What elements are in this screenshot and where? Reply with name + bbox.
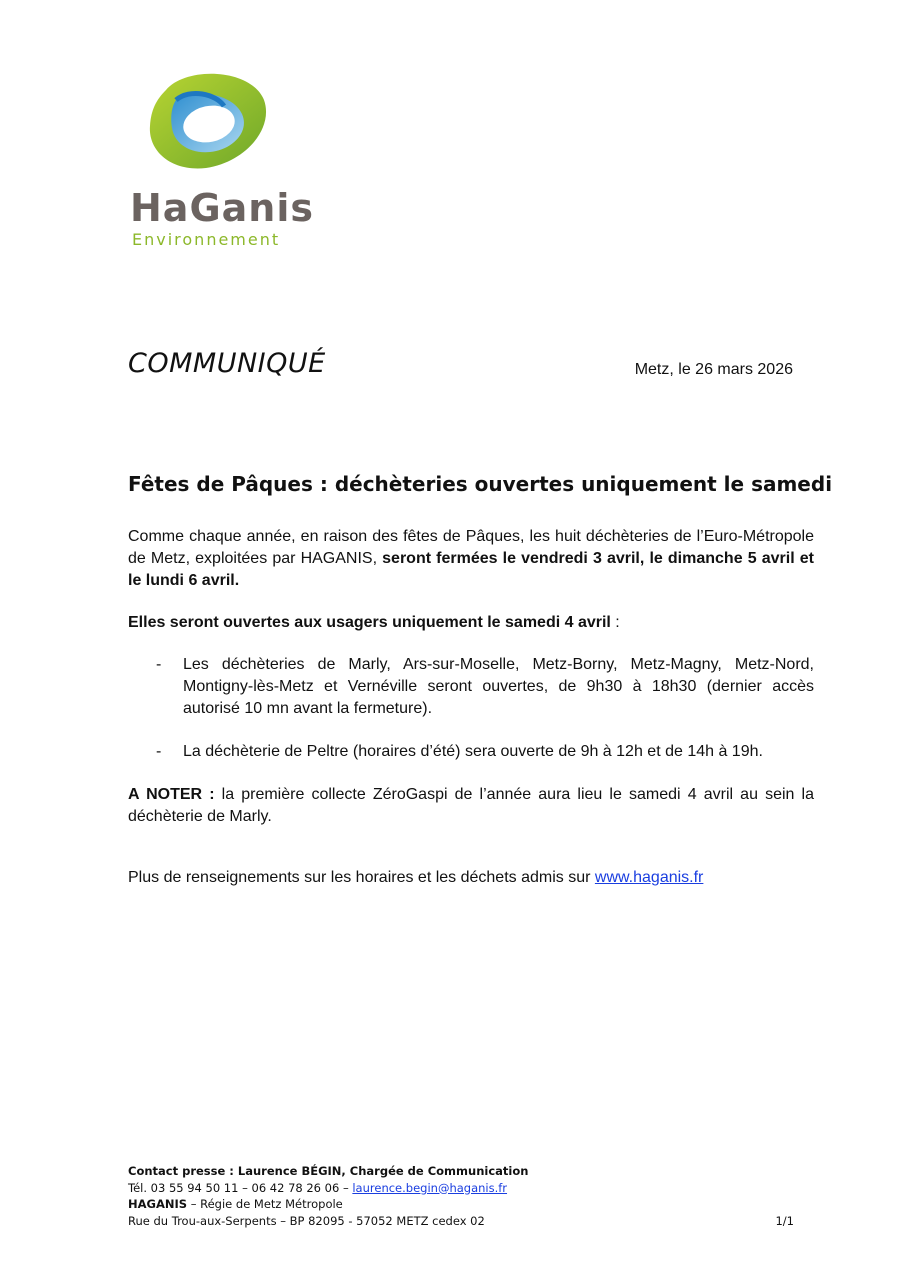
note-text: la première collecte ZéroGaspi de l’année aura lieu le samedi 4 avril au sein la déchèterie de Marly. — [128, 786, 815, 825]
website-link[interactable]: www.haganis.fr — [594, 869, 704, 886]
bullet-dash: - — [156, 656, 162, 673]
opening-date: Elles seront ouvertes aux usagers uniquement le samedi 4 avril — [128, 614, 611, 631]
communique-label: COMMUNIQUÉ — [128, 348, 326, 379]
contact-email-link[interactable]: laurence.begin@haganis.fr — [352, 1180, 508, 1195]
contact-line — [128, 1180, 794, 1197]
opening-paragraph — [128, 612, 814, 634]
page-title: Fêtes de Pâques : déchèteries ouvertes uniquement le samedi — [128, 472, 833, 496]
list-item — [128, 741, 814, 763]
intro-paragraph — [128, 526, 814, 592]
opening-colon: : — [610, 614, 620, 631]
haganis-logo — [128, 68, 314, 253]
list-item — [128, 654, 814, 720]
info-text: Plus de renseignements sur les horaires et les déchets admis sur — [128, 869, 595, 886]
org-name: HAGANIS — [128, 1197, 188, 1211]
contact-phone: Tél. 03 55 94 50 11 – 06 42 78 26 06 – — [128, 1180, 353, 1195]
list-item-text: La déchèterie de Peltre (horaires d’été) sera ouverte de 9h à 12h et de 14h à 19h. — [183, 743, 763, 760]
haganis-emblem-icon — [146, 70, 271, 170]
list-item-text: Les déchèteries de Marly, Ars-sur-Moselle, Metz-Borny, Metz-Magny, Metz-Nord, Montigny-lès-Metz et Vernéville seront ouvertes, de 9h30 à 18h30 (dernier accès autorisé 10 mn avant la fermeture). — [183, 656, 814, 717]
page-number: 1/1 — [775, 1213, 794, 1228]
bullet-dash: - — [156, 743, 162, 760]
footer — [128, 1163, 794, 1229]
logo-tagline: Environnement — [132, 230, 281, 249]
org-description: – Régie de Metz Métropole — [187, 1197, 343, 1211]
press-contact: Contact presse : Laurence BÉGIN, Chargée de Communication — [128, 1164, 529, 1178]
logo-wordmark: HaGanis — [130, 186, 314, 230]
intro-closing-dates: seront fermées le vendredi 3 avril, le dimanche 5 avril et le lundi 6 avril. — [128, 550, 814, 589]
intro-text: Comme chaque année, en raison des fêtes de Pâques, les huit déchèteries de l’Euro-Métropole de Metz, exploitées par HAGANIS, — [128, 528, 814, 567]
org-line — [128, 1196, 794, 1213]
note-label: A NOTER : — [128, 786, 215, 803]
note-paragraph — [128, 784, 814, 828]
info-paragraph — [128, 867, 814, 889]
address: Rue du Trou-aux-Serpents – BP 82095 - 57052 METZ cedex 02 — [128, 1213, 485, 1228]
press-date: Metz, le 26 mars 2026 — [634, 361, 793, 378]
